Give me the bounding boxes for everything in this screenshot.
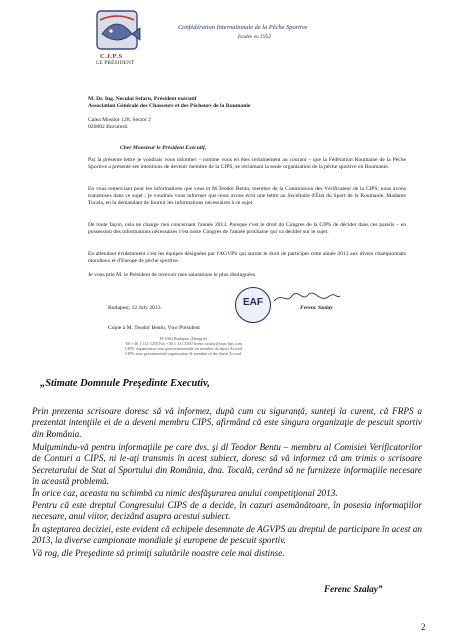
cips-logo-icon <box>88 8 146 58</box>
letterhead <box>88 8 418 68</box>
translation-signature: Ferenc Szalay” <box>324 584 383 594</box>
letter-paragraph: De toute façon, cela ne change rien concernant l'année 2013. Puisque c'est le droit du Congres de la CIPS de décider dans ces pareils – en possession des informations nécessaires c'est notre Congres de l'année prochaine qui va décider sur le sujet. <box>88 222 406 236</box>
footer-line: H-1064 Budapest (Hongrie) <box>160 336 207 341</box>
translation-paragraph: În aşteptarea deciziei, este evident că echipele desemnate de AGVPS au dreptul de participare în acest an 2013, la diverse campionate mondiale şi europene de pescuit sportiv. <box>32 524 422 546</box>
letter-paragraph: En attendant évidemment c'est les équipes désignées par l'AGVPS qui auront le droit de participer cette année 2013 aux divers championnats mondiaux et d'Europe de pêche sportive. <box>88 251 406 265</box>
handwritten-signature <box>272 290 342 306</box>
letter-paragraph: Par la présente lettre je voudrais vous informer – comme vous en êtes certainement au courant – que la Fédération Roumaine de la Pêche Sportive a présenté ses intentions de devenir membre de la CIPS, se réclamant la seule organisation de la pêche sportive en Roumanie. <box>88 157 406 171</box>
org-full-name: Confédération Internationale de la Pêche Sportive <box>178 24 308 31</box>
official-stamp <box>235 287 271 323</box>
footer-line: CIPS, organisation non gouvernementale en membre du Sport Accord <box>125 346 243 351</box>
translation-salutation: „Stimate Domnule Preşedinte Executiv, <box>40 378 210 389</box>
letter-paragraph: En vous remerciant pour les informations que vous et M.Teodor Bentu, membre de la Commission des Vérificateur de la CIPS, nous avons transmises dans ce sujet ; je voudrais vous informer que nous avons écrit une lettre au Secrétaire d'État du Sport de la Roumanie, Madame Tocala, en la demandant de fournir les informations nécessaires à ce sujet. <box>88 186 406 207</box>
recipient-name: M. Dr. Ing. Neculai Sefaru, Président exécutif <box>88 96 197 102</box>
footer-line: Tél +36 1 311 5250 Fax +36 1 311 5500 ferenc.szalay@cips-fips.com <box>125 341 243 346</box>
signer-name: Ferenc Szalay <box>300 305 333 311</box>
recipient-org: Association Générale des Chasseurs et des Pêcheurs de la Roumanie <box>88 103 251 109</box>
recipient-city: 020882 Bucuresti <box>88 124 128 130</box>
logo-text: C.I.P.S <box>100 53 123 60</box>
stamp-text: EAF <box>243 297 263 308</box>
president-title: LE PRÉSIDENT <box>96 60 135 66</box>
translation-paragraph: Vă rog, dle Preşedinte să primiţi salutările noastre cele mai distinse. <box>32 548 285 558</box>
founded-line: fondée en 1952 <box>238 34 271 40</box>
letter-salutation: Cher Monsieur le Président Exécutif, <box>120 145 207 151</box>
recipient-street: Calea Mosilor 128, Sector 2 <box>88 117 151 123</box>
translation-paragraph: Pentru că este dreptul Congresului CIPS de a decide, în cazuri asemănătoare, în posesia informaţiilor necesare, anul viitor, decizând asupra acestui subiect. <box>32 500 422 522</box>
translation-paragraph: Mulţumindu-vă pentru informaţiile pe care dvs. şi dl Teodor Bentu – membru al Comisiei Verificatorilor de Conturi a CIPS, ni le-aţi transmis în acest subiect, doresc să vă informez că am trimis o scrisoare Secretarului de Stat al Sportului din România, dna. Tocală, cerând să ne furnizeze informaţiile necesare în această problemă. <box>32 442 422 487</box>
copy-line: Copie a M. Teodor Bentu, Vice Président <box>108 325 200 331</box>
place-date: Budapest, 12 July 2013. <box>108 305 162 311</box>
letter-paragraph: Je vous prie M. le Président de recevoir mes salutations le plus distinguées. <box>88 272 257 278</box>
page-number: 2 <box>421 622 426 632</box>
translation-paragraph: Prin prezenta scrisoare doresc să vă informez, după cum cu siguranță, sunteţi la curent, că FRPS a prezentat intenţiile ei de a deveni membru CIPS, afirmând că este singura organizaţie de pescuit sportiv din România. <box>32 406 422 439</box>
footer-line: CIPS, non-governmental organisation & member of the Sport Accord <box>125 351 242 356</box>
translation-paragraph: În orice caz, aceasta nu schimbă cu nimic desfăşurarea anului competiţional 2013. <box>32 488 338 498</box>
